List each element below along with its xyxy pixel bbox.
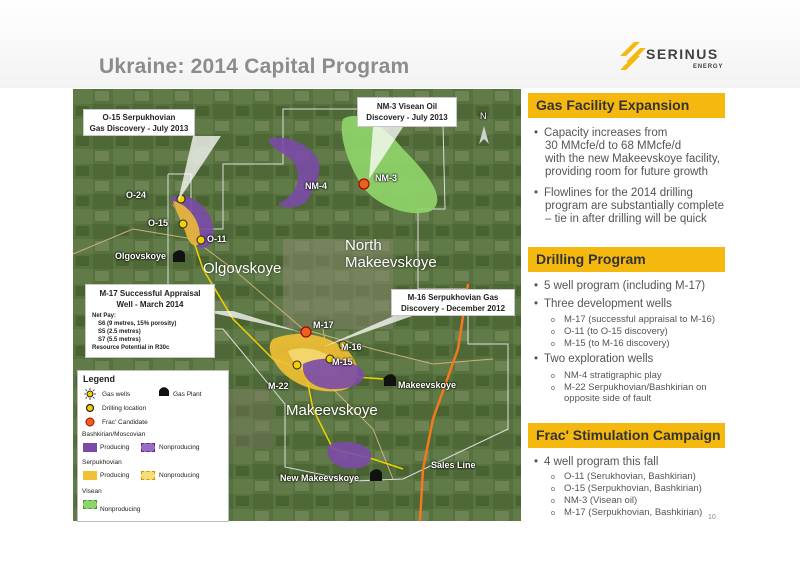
drilling-sub-item: o M-17 (successful appraisal to M-16) <box>551 314 715 325</box>
drilling-bullet-2-text: Three development wells <box>544 298 672 310</box>
drilling-program-heading: Drilling Program <box>528 247 725 272</box>
frac-campaign-heading: Frac' Stimulation Campaign <box>528 423 725 448</box>
drilling-sub-item: o O-11 (to O-15 discovery) <box>551 326 668 337</box>
callout-m17-details <box>86 312 214 352</box>
callout-o15-line2: Gas Discovery - July 2013 <box>89 124 189 133</box>
m17-detail: Resource Potential in R30c <box>92 345 170 351</box>
callout-m17-line2: Well - March 2014 <box>116 300 184 309</box>
drilling-location-icon <box>85 403 95 413</box>
legend-gas-wells: Gas wells <box>102 391 131 398</box>
map-legend <box>77 370 229 522</box>
legend-bash-producing: Producing <box>100 444 130 451</box>
frac-sub-item: o NM-3 (Visean oil) <box>551 495 638 506</box>
frac-bullet-1-text: 4 well program this fall <box>544 456 659 468</box>
region-makeevskoye: Makeevskoye <box>286 402 378 419</box>
frac-candidate-icon <box>84 416 96 428</box>
frac-sub-text: O-11 (Serukhovian, Bashkirian) <box>564 471 696 482</box>
well-label-o15: O-15 <box>148 218 169 228</box>
legend-gas-plant: Gas Plant <box>173 391 202 398</box>
frac-sub-item: o M-17 (Serpukhovian, Bashkirian) <box>551 507 703 518</box>
frac-sub-item: o O-15 (Serpukhovian, Bashkirian) <box>551 483 702 494</box>
page-number: 10 <box>708 514 716 521</box>
drilling-sub-item: o NM-4 stratigraphic play <box>551 370 662 381</box>
legend-title: Legend <box>83 374 116 384</box>
callout-nm3-line2: Discovery - July 2013 <box>366 113 448 122</box>
m17-detail: S5 (2.5 metres) <box>98 329 141 335</box>
frac-sub-text: NM-3 (Visean oil) <box>564 495 638 506</box>
well-label-o24: O-24 <box>126 190 147 200</box>
legend-drilling-location: Drilling location <box>102 405 147 412</box>
gas-bullet-1-line4: providing room for future growth <box>545 166 708 178</box>
region-north-makeevskoye-line2: Makeevskoye <box>345 254 437 271</box>
legend-serp-nonproducing: Nonproducing <box>159 472 200 479</box>
drilling-bullet-3: • Two exploration wells <box>534 353 654 365</box>
well-label-m22: M-22 <box>268 381 289 391</box>
region-north-makeevskoye-line1: North <box>345 237 382 254</box>
legend-visean-header: Visean <box>82 488 102 495</box>
legend-bash-nonproducing-swatch <box>141 443 155 452</box>
m17-detail: S7 (5.5 metres) <box>98 337 141 343</box>
gas-bullet-2: • Flowlines for the 2014 drilling <box>534 187 693 199</box>
gas-bullet-1: • Capacity increases from <box>534 127 668 139</box>
legend-serp-header: Serpukhovian <box>82 459 122 466</box>
place-sales-line: Sales Line <box>431 460 476 470</box>
gas-bullet-1-line2: 30 MMcfe/d to 68 MMcfe/d <box>545 140 682 152</box>
gas-facility-heading: Gas Facility Expansion <box>528 93 725 118</box>
legend-serp-producing: Producing <box>100 472 130 479</box>
callout-m16-line1: M-16 Serpukhovian Gas <box>407 293 499 302</box>
legend-bash-header: Bashkirian/Moscovian <box>82 431 146 438</box>
legend-frac-candidate: Frac' Candidate <box>102 419 148 426</box>
callout-m16 <box>391 289 515 316</box>
m17-detail: Net Pay: <box>92 313 117 319</box>
drilling-sub-text: NM-4 stratigraphic play <box>564 370 662 381</box>
well-label-o11: O-11 <box>207 234 227 244</box>
m17-detail: S6 (9 metres, 15% porosity) <box>98 321 177 327</box>
drilling-sub-text: M-17 (successful appraisal to M-16) <box>564 314 715 325</box>
drilling-sub-text: opposite side of fault <box>564 393 652 404</box>
region-north-makeevskoye <box>345 237 437 271</box>
callout-nm3-line1: NM-3 Visean Oil <box>376 102 438 111</box>
gas-bullet-2-line1: Flowlines for the 2014 drilling <box>544 187 693 199</box>
callout-o15-line1: O-15 Serpukhovian <box>102 113 176 122</box>
well-label-m15: M-15 <box>332 357 353 367</box>
callout-m17 <box>85 284 215 358</box>
place-makeevskoye-plant: Makeevskoye <box>398 380 457 390</box>
frac-sub-item: o O-11 (Serukhovian, Bashkirian) <box>551 471 696 482</box>
gas-bullet-1-line3: with the new Makeevskoye facility, <box>545 153 720 165</box>
drilling-sub-text: O-11 (to O-15 discovery) <box>564 326 668 337</box>
drilling-bullet-1-text: 5 well program (including M-17) <box>544 280 706 292</box>
legend-bash-producing-swatch <box>83 443 97 452</box>
drilling-bullet-1: • 5 well program (including M-17) <box>534 280 706 292</box>
frac-sub-text: M-17 (Serpukhovian, Bashkirian) <box>564 507 703 518</box>
well-label-nm3: NM-3 <box>375 173 397 183</box>
legend-serp-nonproducing-swatch <box>141 471 155 480</box>
region-olgovskoye: Olgovskoye <box>203 260 282 277</box>
place-olgovskoye-plant: Olgovskoye <box>115 251 167 261</box>
legend-visean-swatch <box>83 500 97 509</box>
slide-title: Ukraine: 2014 Capital Program <box>99 55 410 78</box>
drilling-bullet-2: • Three development wells <box>534 298 672 310</box>
gas-bullet-1-line1: Capacity increases from <box>544 127 668 139</box>
callout-m17-line1: M-17 Successful Appraisal <box>99 289 201 298</box>
drilling-sub-text: M-22 Serpukhovian/Bashkirian on <box>564 382 707 393</box>
gas-well-icon <box>84 388 96 400</box>
legend-bash-nonproducing: Nonproducing <box>159 444 200 451</box>
well-label-m17: M-17 <box>313 320 334 330</box>
drilling-sub-item: o M-22 Serpukhovian/Bashkirian on <box>551 382 707 393</box>
drilling-bullet-3-text: Two exploration wells <box>544 353 654 365</box>
callout-m16-line2: Discovery - December 2012 <box>400 304 506 313</box>
frac-bullet-1: • 4 well program this fall <box>534 456 659 468</box>
gas-bullet-2-line3: – tie in after drilling will be quick <box>545 213 707 225</box>
legend-visean-nonproducing: Nonproducing <box>100 506 141 513</box>
drilling-sub-text: M-15 (to M-16 discovery) <box>564 338 670 349</box>
well-label-nm4: NM-4 <box>305 181 327 191</box>
well-label-m16: M-16 <box>341 342 362 352</box>
logo-name: SERINUS <box>646 46 719 62</box>
place-new-makeevskoye: New Makeevskoye <box>280 473 360 483</box>
north-arrow-label: N <box>480 111 487 121</box>
gas-bullet-2-line2: program are substantially complete <box>545 200 724 212</box>
gas-plant-icon <box>158 386 170 396</box>
callout-o15 <box>83 109 195 136</box>
drilling-sub-item: o M-15 (to M-16 discovery) <box>551 338 670 349</box>
logo-sub: ENERGY <box>693 64 724 70</box>
legend-serp-producing-swatch <box>83 471 97 480</box>
callout-nm3 <box>357 97 457 127</box>
frac-sub-text: O-15 (Serpukhovian, Bashkirian) <box>564 483 702 494</box>
